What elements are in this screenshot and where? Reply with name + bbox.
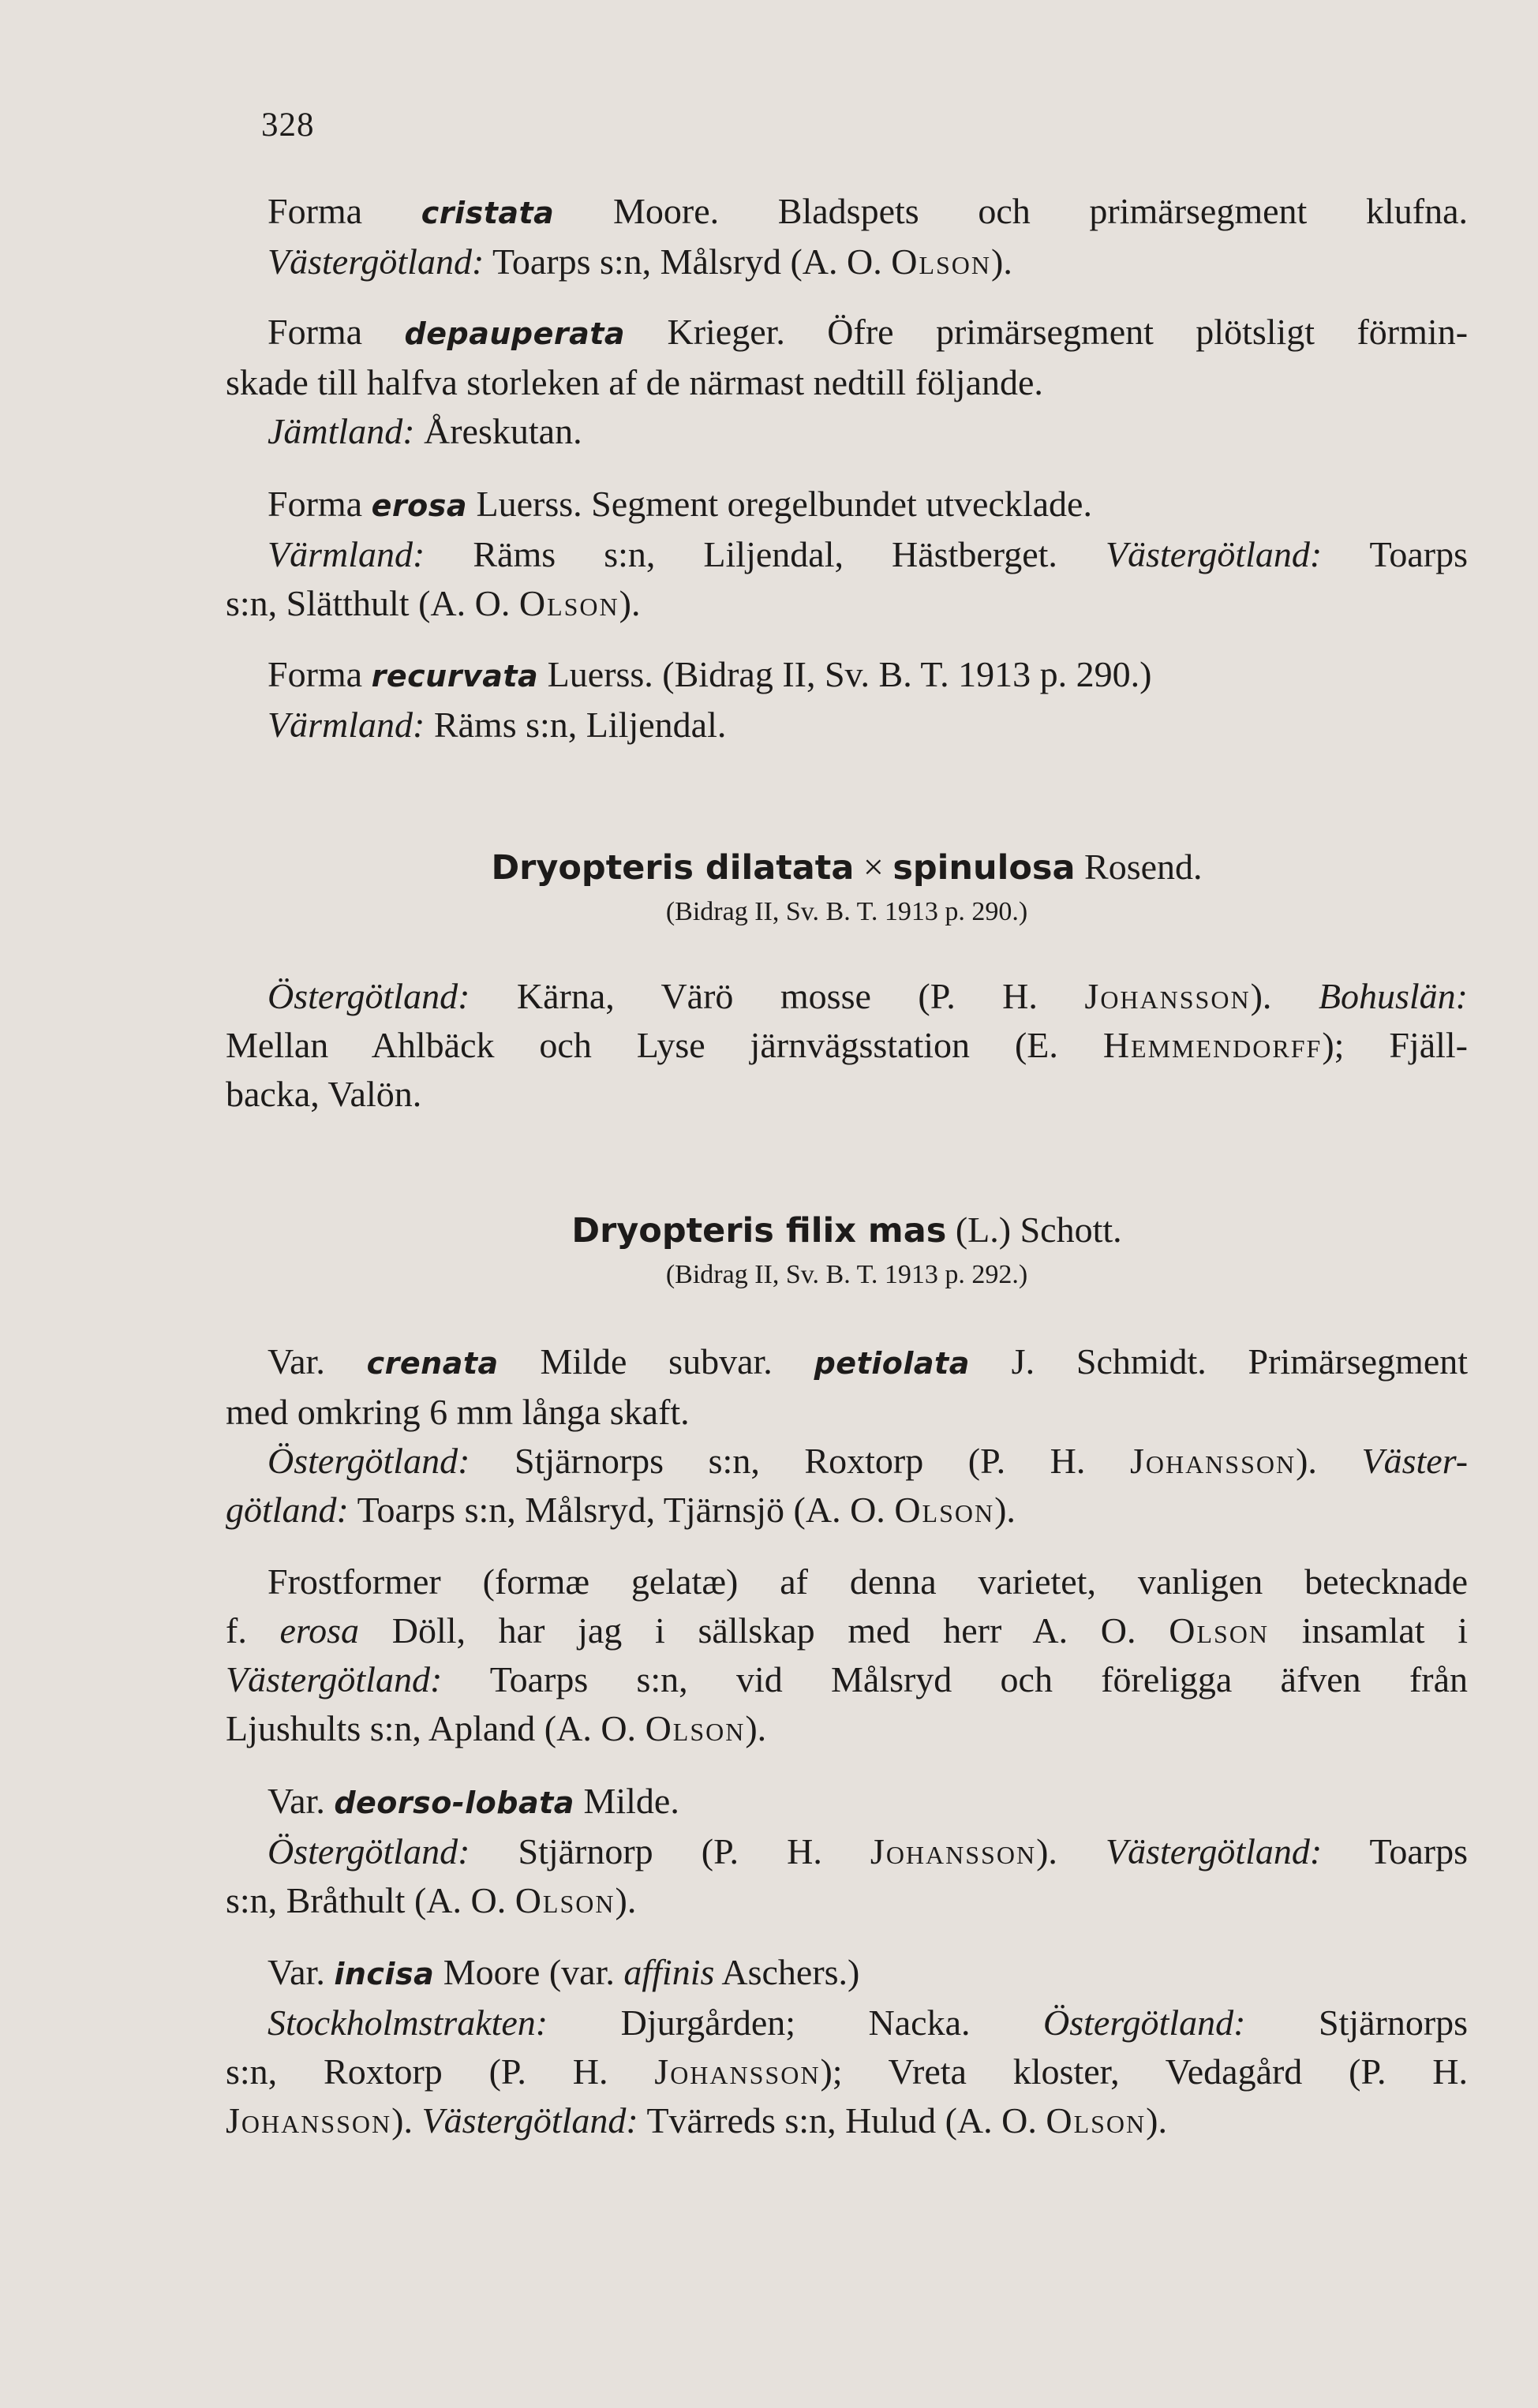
- text-line: götland: Toarps s:n, Målsryd, Tjärnsjö (A. O. Olson).: [226, 1490, 1016, 1530]
- text-line: Mellan Ahlbäck och Lyse järnvägsstation (E. Hemmendorff); Fjäll-: [226, 1025, 1468, 1065]
- collector-name: Olson: [515, 1880, 616, 1920]
- collector-name: Hemmendorff: [1102, 1025, 1323, 1065]
- reference: (Bidrag II, Sv. B. T. 1913 p. 292.): [665, 1260, 1028, 1289]
- collector-name: Johansson: [226, 2100, 392, 2141]
- region-name: Östergötland:: [268, 1441, 470, 1481]
- text-line: Johansson). Västergötland: Tvärreds s:n, Hulud (A. O. Olson).: [226, 2100, 1167, 2141]
- region-name: Jämtland:: [268, 411, 415, 451]
- region-name: Västergötland:: [1105, 534, 1323, 574]
- collector-name: Olson: [518, 583, 619, 623]
- taxon-name: erosa: [371, 488, 467, 523]
- text-line: s:n, Bråthult (A. O. Olson).: [226, 1880, 637, 1920]
- region-name: Värmland:: [268, 705, 425, 745]
- species-heading-dilatata: [226, 843, 1468, 932]
- species-title: Dryopteris dilatata × spinulosa Rosend.: [491, 847, 1203, 888]
- collector-name: Olson: [645, 1708, 746, 1748]
- text-line: Östergötland: Kärna, Värö mosse (P. H. Johansson). Bohuslän:: [268, 976, 1469, 1016]
- text-line: Var. crenata Milde subvar. petiolata J. Schmidt. Primärsegment: [268, 1341, 1469, 1382]
- entry-dilatata-localities: [226, 972, 1468, 1119]
- collector-name: Johansson: [1129, 1441, 1297, 1481]
- text-line: Stockholmstrakten: Djurgården; Nacka. Östergötland: Stjärnorps: [268, 2002, 1469, 2043]
- collector-name: Olson: [894, 1490, 995, 1530]
- region-name: Stockholmstrakten:: [268, 2002, 548, 2043]
- text-line: Var. incisa Moore (var. affinis Aschers.): [268, 1952, 860, 1992]
- text-line: med omkring 6 mm långa skaft.: [226, 1392, 690, 1432]
- text-line: Forma recurvata Luerss. (Bidrag II, Sv. B. T. 1913 p. 290.): [268, 654, 1152, 694]
- entry-var-crenata: [226, 1337, 1468, 1535]
- page-number: 328: [261, 107, 315, 144]
- text-line: Forma cristata Moore. Bladspets och primärsegment klufna.: [268, 191, 1469, 231]
- text-line: Jämtland: Åreskutan.: [268, 411, 582, 451]
- collector-name: Olson: [1046, 2100, 1147, 2141]
- entry-forma-erosa: [226, 480, 1468, 628]
- text-line: Östergötland: Stjärnorp (P. H. Johansson). Västergötland: Toarps: [268, 1831, 1469, 1871]
- text-line: s:n, Roxtorp (P. H. Johansson); Vreta kloster, Vedagård (P. H.: [226, 2051, 1468, 2092]
- species-heading-filix-mas: [226, 1206, 1468, 1295]
- reference: (Bidrag II, Sv. B. T. 1913 p. 290.): [665, 897, 1028, 926]
- region-name: götland:: [226, 1490, 349, 1530]
- region-name: Väster-: [1361, 1441, 1469, 1481]
- text-line: Värmland: Räms s:n, Liljendal.: [268, 705, 727, 745]
- collector-name: Olson: [891, 241, 992, 282]
- collector-name: Johansson: [870, 1831, 1037, 1871]
- text-line: skade till halfva storleken af de närmast nedtill följande.: [226, 362, 1043, 402]
- text-line: Var. deorso-lobata Milde.: [268, 1781, 679, 1821]
- text-line: f. erosa Döll, har jag i sällskap med herr A. O. Olson insamlat i: [226, 1610, 1469, 1651]
- text-line: Forma depauperata Krieger. Öfre primärsegment plötsligt förmin-: [268, 312, 1469, 352]
- entry-forma-recurvata: [226, 650, 1468, 750]
- region-name: Västergötland:: [268, 241, 485, 282]
- paragraph-frostformer: [226, 1557, 1468, 1753]
- taxon-name: recurvata: [371, 659, 539, 694]
- species-title: Dryopteris filix mas (L.) Schott.: [571, 1210, 1122, 1251]
- taxon-name: incisa: [334, 1957, 435, 1991]
- region-name: Västergötland:: [226, 1659, 443, 1699]
- text-line: backa, Valön.: [226, 1074, 422, 1114]
- text-line: Värmland: Räms s:n, Liljendal, Hästberget. Västergötland: Toarps: [268, 534, 1469, 574]
- taxon-name: cristata: [421, 196, 555, 230]
- text-line: Västergötland: Toarps s:n, Målsryd (A. O. Olson).: [268, 241, 1012, 282]
- text-line: Frostformer (formæ gelatæ) af denna varietet, vanligen betecknade: [268, 1561, 1468, 1602]
- taxon-name: petiolata: [814, 1346, 970, 1381]
- text-line: s:n, Slätthult (A. O. Olson).: [226, 583, 641, 623]
- text-line: Västergötland: Toarps s:n, vid Målsryd och föreligga äfven från: [226, 1659, 1468, 1699]
- region-name: Östergötland:: [1043, 2002, 1246, 2043]
- region-name: Värmland:: [268, 534, 425, 574]
- region-name: Östergötland:: [268, 976, 470, 1016]
- region-name: Bohuslän:: [1318, 976, 1469, 1016]
- entry-forma-cristata: [226, 187, 1468, 286]
- taxon-name: crenata: [366, 1346, 499, 1381]
- entry-var-incisa: [226, 1948, 1468, 2145]
- text-line: Ljushults s:n, Apland (A. O. Olson).: [226, 1708, 767, 1748]
- entry-forma-depauperata: [226, 308, 1468, 456]
- collector-name: Johansson: [654, 2051, 821, 2092]
- entry-var-deorso-lobata: [226, 1777, 1468, 1925]
- collector-name: Johansson: [1084, 976, 1251, 1016]
- region-name: Östergötland:: [268, 1831, 470, 1871]
- text-line: Östergötland: Stjärnorps s:n, Roxtorp (P. H. Johansson). Väster-: [268, 1441, 1469, 1481]
- region-name: Västergötland:: [421, 2100, 638, 2141]
- taxon-name: depauperata: [404, 316, 626, 351]
- region-name: Västergötland:: [1105, 1831, 1323, 1871]
- taxon-name: deorso-lobata: [334, 1785, 574, 1820]
- collector-name: Olson: [1169, 1610, 1270, 1651]
- text-line: Forma erosa Luerss. Segment oregelbundet utvecklade.: [268, 484, 1092, 524]
